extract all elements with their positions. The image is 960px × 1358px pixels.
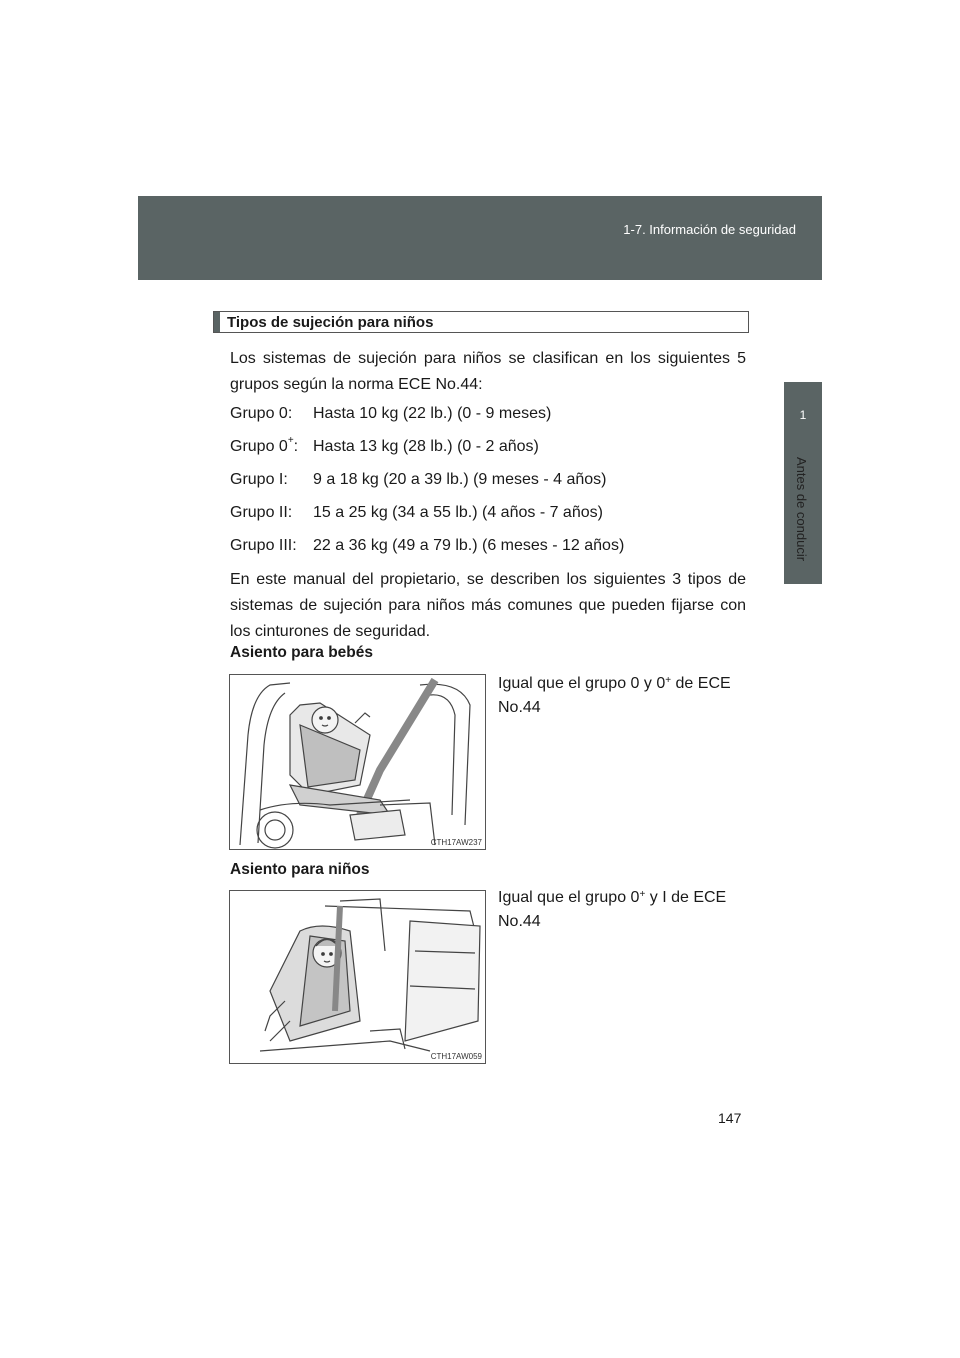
group-label: Grupo I: [230,471,288,488]
infant-seat-description: Igual que el grupo 0 y 0+ de ECE No.44 [498,675,731,716]
topic-heading: Tipos de sujeción para niños [227,314,434,331]
chapter-number: 1 [799,408,807,422]
section-title: 1-7. Información de seguridad [623,222,796,237]
group-label: Grupo 0+: [230,435,299,455]
group-value: 9 a 18 kg (20 a 39 lb.) (9 meses - 4 años) [313,471,607,488]
chapter-tab [784,382,822,450]
group-label: Grupo II: [230,504,293,521]
topic-heading-bar [213,311,749,333]
child-seat-description: Igual que el grupo 0+ y I de ECE No.44 [498,889,727,930]
intro-paragraph: Los sistemas de sujeción para niños se clasifican en los siguientes 5 grupos según la norma ECE No.44: [230,350,746,393]
page-number: 147 [718,1110,742,1126]
chapter-label: Antes de conducir [794,457,809,562]
child-seat-illustration [229,890,486,1064]
group-value: Hasta 10 kg (22 lb.) (0 - 9 meses) [313,405,552,422]
infant-seat-illustration [229,674,486,850]
figure-code: CTH17AW237 [430,838,482,847]
group-value: 22 a 36 kg (49 a 79 lb.) (6 meses - 12 años) [313,537,625,554]
figure-code: CTH17AW059 [430,1052,482,1061]
group-label: Grupo III: [230,537,297,554]
group-value: 15 a 25 kg (34 a 55 lb.) (4 años - 7 años) [313,504,603,521]
group-label: Grupo 0: [230,405,293,422]
group-value: Hasta 13 kg (28 lb.) (0 - 2 años) [313,438,539,455]
section-header [138,196,822,280]
description-paragraph: En este manual del propietario, se describen los siguientes 3 tipos de sistemas de sujeción para niños más comunes que pueden fijarse con los cinturones de seguridad. [230,571,746,640]
child-seat-heading: Asiento para niños [230,861,370,878]
infant-seat-heading: Asiento para bebés [230,644,373,661]
